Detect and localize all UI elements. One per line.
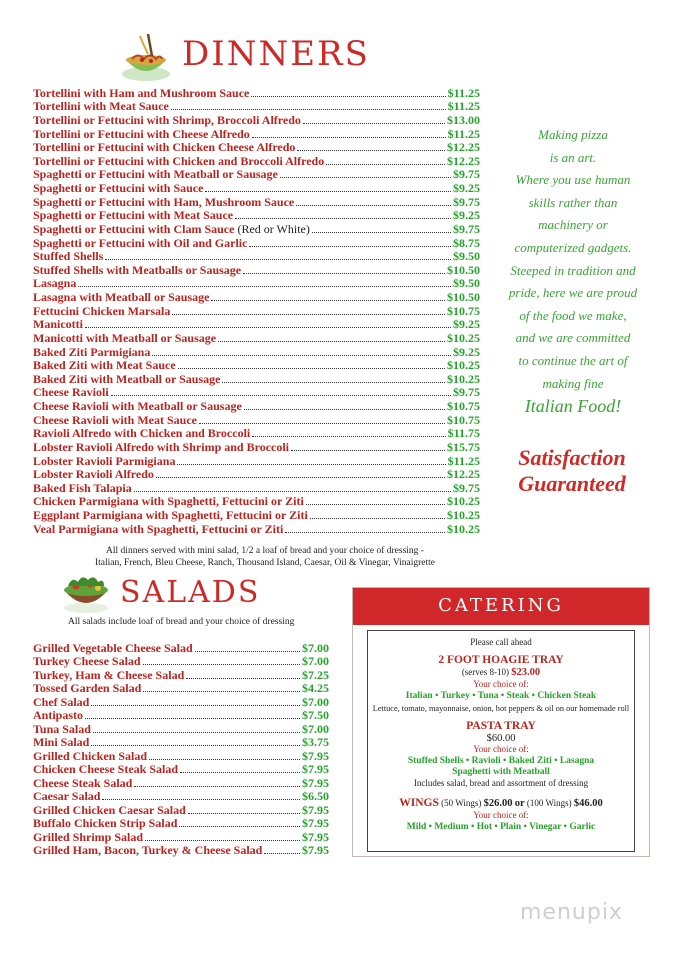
menu-item-price: $3.75 xyxy=(302,735,329,749)
menu-item xyxy=(33,222,480,236)
dot-leader xyxy=(303,123,445,124)
dot-leader xyxy=(312,232,451,233)
pizza-art-quote xyxy=(498,124,648,418)
menu-item-price: $15.75 xyxy=(447,439,480,454)
quote-line: making fine xyxy=(542,375,604,391)
menu-item-price: $7.00 xyxy=(302,654,329,668)
menu-item-name: Chicken Parmigiana with Spaghetti, Fettucini or Ziti xyxy=(33,494,304,509)
menu-item-price: $9.75 xyxy=(453,221,480,236)
menu-item-price: $12.25 xyxy=(447,467,480,482)
hoagie-tray-price-line: (serves 8-10) $23.00 xyxy=(461,667,541,678)
menu-item-price: $7.00 xyxy=(302,640,329,655)
menu-item xyxy=(33,790,329,804)
call-ahead-note: Please call ahead xyxy=(470,637,532,647)
menu-item xyxy=(33,722,329,736)
hoagie-tray-title: 2 FOOT HOAGIE TRAY xyxy=(438,654,564,666)
dot-leader xyxy=(102,799,300,800)
menu-item-name: Tossed Garden Salad xyxy=(33,681,142,695)
dot-leader xyxy=(264,853,300,854)
menu-item-name: Lasagna with Meatball or Sausage xyxy=(33,290,210,304)
menu-item-price: $7.95 xyxy=(302,762,329,776)
menu-item-name: Ravioli Alfredo with Chicken and Broccoli xyxy=(33,426,251,441)
menu-item-price: $9.25 xyxy=(453,208,480,223)
menu-item-name: Tortellini or Fettucini with Shrimp, Broccoli Alfredo xyxy=(33,112,301,127)
menu-item-price: $10.25 xyxy=(447,330,480,345)
quote-line: Steeped in tradition and xyxy=(510,262,636,278)
dinners-list xyxy=(33,86,480,536)
pasta-choice-label: Your choice of: xyxy=(473,744,529,754)
salad-bowl-icon xyxy=(58,568,114,616)
menu-item-name: Stuffed Shells with Meatballs or Sausage xyxy=(33,262,242,277)
menu-item-price: $9.25 xyxy=(453,181,480,195)
menu-item xyxy=(33,468,480,482)
italian-food-highlight: Italian Food! xyxy=(524,396,622,417)
dot-leader xyxy=(85,718,300,719)
dot-leader xyxy=(145,840,300,841)
menu-item-price: $7.50 xyxy=(302,708,329,722)
menu-item-name: Turkey Cheese Salad xyxy=(33,654,141,668)
menu-item-name: Baked Ziti with Meat Sauce xyxy=(33,358,176,373)
dot-leader xyxy=(205,191,451,192)
menu-item-name: Eggplant Parmigiana with Spaghetti, Fettucini or Ziti xyxy=(33,508,308,522)
menu-item-name: Baked Ziti Parmigiana xyxy=(33,344,151,359)
menu-item-name: Fettucini Chicken Marsala xyxy=(33,303,171,318)
menu-item xyxy=(33,641,329,655)
pasta-tray-title: PASTA TRAY xyxy=(466,720,536,732)
hoagie-options: Italian • Turkey • Tuna • Steak • Chicken Steak xyxy=(405,691,597,701)
menu-item-price: $10.25 xyxy=(447,371,480,386)
menu-item-price: $10.75 xyxy=(447,399,480,413)
menu-item-price: $12.25 xyxy=(447,140,480,155)
menu-item xyxy=(33,168,480,182)
quote-line: of the food we make, xyxy=(519,307,627,323)
menu-item xyxy=(33,682,329,696)
menu-item-price: $7.95 xyxy=(302,843,329,857)
menu-item-price: $6.50 xyxy=(302,789,329,803)
menu-item xyxy=(33,86,480,100)
menu-item-name: Veal Parmigiana with Spaghetti, Fettucini or Ziti xyxy=(33,521,284,536)
menu-item xyxy=(33,709,329,723)
menu-item-price: $4.25 xyxy=(302,681,329,695)
menu-item-price: $7.00 xyxy=(302,721,329,736)
menu-item xyxy=(33,181,480,195)
menu-item-price: $9.50 xyxy=(453,276,480,291)
menu-item xyxy=(33,776,329,790)
menu-item-price: $7.95 xyxy=(302,802,329,817)
catering-box xyxy=(352,587,650,857)
pasta-options: Stuffed Shells • Ravioli • Baked Ziti • Lasagna xyxy=(407,756,595,766)
menu-item-name: Spaghetti or Fettucini with Sauce xyxy=(33,181,204,195)
menu-item-price: $9.75 xyxy=(453,167,480,182)
dot-leader xyxy=(152,355,451,356)
menu-item-name: Cheese Ravioli with Meatball or Sausage xyxy=(33,399,242,413)
hoagie-choice-label: Your choice of: xyxy=(473,679,529,689)
menu-item-name: Spaghetti or Fettucini with Meatball or Sausage xyxy=(33,167,278,182)
dot-leader xyxy=(91,705,300,706)
dot-leader xyxy=(297,150,445,151)
menu-item xyxy=(33,655,329,669)
dot-leader xyxy=(93,732,300,733)
menu-item-price: $10.50 xyxy=(447,290,480,304)
satisfaction-guaranteed: Satisfaction Guaranteed xyxy=(518,445,626,496)
menu-item-price: $9.75 xyxy=(453,480,480,495)
dot-leader xyxy=(171,109,446,110)
pasta-options-extra: Spaghetti with Meatball xyxy=(452,767,550,777)
menu-item-name: Tuna Salad xyxy=(33,721,91,736)
menu-item-name: Spaghetti or Fettucini with Ham, Mushroom Sauce xyxy=(33,194,295,209)
menu-item xyxy=(33,113,480,127)
menu-item-note: (Red or White) xyxy=(237,221,310,236)
menu-item-name: Grilled Ham, Bacon, Turkey & Cheese Salad xyxy=(33,843,263,857)
menu-item-price: $8.75 xyxy=(453,235,480,250)
menu-item-name: Buffalo Chicken Strip Salad xyxy=(33,816,178,830)
menu-item-price: $9.25 xyxy=(453,344,480,359)
menu-item xyxy=(33,668,329,682)
menu-item xyxy=(33,495,480,509)
menu-item-name: Cheese Ravioli with Meat Sauce xyxy=(33,412,197,427)
menu-item-name: Tortellini or Fettucini with Chicken Cheese Alfredo xyxy=(33,140,296,155)
dot-leader xyxy=(156,477,445,478)
dot-leader xyxy=(186,678,300,679)
menu-item xyxy=(33,736,329,750)
menu-item xyxy=(33,481,480,495)
salads-heading: SALADS xyxy=(120,575,261,610)
menu-item-name: Cheese Ravioli xyxy=(33,385,109,400)
menu-item-price: $11.25 xyxy=(447,126,480,141)
menu-item xyxy=(33,345,480,359)
menu-item xyxy=(33,290,480,304)
catering-details xyxy=(367,630,635,852)
dinners-heading: DINNERS xyxy=(182,34,370,74)
menu-item xyxy=(33,209,480,223)
dot-leader xyxy=(180,772,300,773)
menu-item-name: Caesar Salad xyxy=(33,789,101,803)
menu-item-price: $9.50 xyxy=(453,249,480,264)
dot-leader xyxy=(306,504,445,505)
menu-item-name: Cheese Steak Salad xyxy=(33,775,133,790)
quote-line: pride, here we are proud xyxy=(508,285,638,301)
menu-item-name: Tortellini or Fettucini with Chicken and Broccoli Alfredo xyxy=(33,153,325,168)
menu-item xyxy=(33,522,480,536)
menu-item-name: Lobster Ravioli Alfredo with Shrimp and Broccoli xyxy=(33,439,290,454)
dot-leader xyxy=(291,450,445,451)
menu-item xyxy=(33,749,329,763)
menu-item xyxy=(33,304,480,318)
menu-item-price: $10.25 xyxy=(447,494,480,509)
menu-item xyxy=(33,154,480,168)
menu-item-name: Chicken Cheese Steak Salad xyxy=(33,762,179,776)
dinners-note: All dinners served with mini salad, 1/2 a loaf of bread and your choice of dressing - Italian, French, Bleu Cheese, Ranch, Thousand Island, Caesar, Oil & Vinegar, Vinaigrette xyxy=(94,546,435,568)
dot-leader xyxy=(285,532,445,533)
menu-item xyxy=(33,763,329,777)
dot-leader xyxy=(243,273,445,274)
menu-item xyxy=(33,127,480,141)
dot-leader xyxy=(178,368,445,369)
menu-item xyxy=(33,359,480,373)
quote-line: is an art. xyxy=(549,149,597,165)
menu-item-name: Grilled Chicken Salad xyxy=(33,748,148,763)
menu-item xyxy=(33,440,480,454)
menu-item xyxy=(33,141,480,155)
quote-line: to continue the art of xyxy=(518,352,628,368)
menu-item xyxy=(33,318,480,332)
pasta-includes: Includes salad, bread and assortment of dressing xyxy=(413,778,589,788)
dot-leader xyxy=(78,286,451,287)
menu-item-price: $10.25 xyxy=(447,358,480,373)
dot-leader xyxy=(222,382,445,383)
menu-item-name: Manicotti xyxy=(33,317,83,332)
dot-leader xyxy=(235,218,451,219)
menu-item-name: Tortellini or Fettucini with Cheese Alfredo xyxy=(33,126,250,141)
menu-item-name: Lasagna xyxy=(33,276,77,291)
menu-item-name: Grilled Chicken Caesar Salad xyxy=(33,802,186,817)
menu-item-name: Grilled Vegetable Cheese Salad xyxy=(33,640,193,655)
wings-choice-label: Your choice of: xyxy=(473,810,529,820)
menu-item xyxy=(33,263,480,277)
dot-leader xyxy=(244,409,445,410)
dot-leader xyxy=(143,691,300,692)
dot-leader xyxy=(91,745,300,746)
menu-item-price: $10.75 xyxy=(447,303,480,318)
wings-options: Mild • Medium • Hot • Plain • Vinegar • Garlic xyxy=(406,822,596,832)
menu-item xyxy=(33,277,480,291)
menu-item-name: Manicotti with Meatball or Sausage xyxy=(33,330,217,345)
menu-item-name: Spaghetti or Fettucini with Clam Sauce xyxy=(33,221,235,236)
dot-leader xyxy=(149,759,300,760)
dot-leader xyxy=(134,786,300,787)
menu-item xyxy=(33,803,329,817)
dot-leader xyxy=(105,259,451,260)
menu-item-price: $13.00 xyxy=(447,112,480,127)
menu-item xyxy=(33,844,329,858)
quote-line: and we are committed xyxy=(515,330,631,346)
menu-item xyxy=(33,454,480,468)
menu-item xyxy=(33,331,480,345)
menu-item-name: Mini Salad xyxy=(33,735,90,749)
menu-item xyxy=(33,250,480,264)
wings-title: WINGS xyxy=(399,797,439,809)
quote-line: skills rather than xyxy=(528,194,618,210)
catering-title: CATERING xyxy=(438,595,564,616)
menu-item-name: Baked Fish Talapia xyxy=(33,480,132,495)
menu-item-name: Baked Ziti with Meatball or Sausage xyxy=(33,371,221,386)
menu-item-price: $7.00 xyxy=(302,694,329,709)
dot-leader xyxy=(179,826,300,827)
menu-item xyxy=(33,195,480,209)
dot-leader xyxy=(211,300,445,301)
salads-list xyxy=(33,641,329,857)
menu-item-name: Chef Salad xyxy=(33,694,90,709)
menu-item-price: $10.75 xyxy=(447,412,480,427)
quote-line: Where you use human xyxy=(515,172,631,188)
menu-item-name: Turkey, Ham & Cheese Salad xyxy=(33,667,185,682)
dot-leader xyxy=(85,327,451,328)
menu-item-name: Stuffed Shells xyxy=(33,249,104,264)
menu-item xyxy=(33,386,480,400)
menu-item-name: Antipasto xyxy=(33,708,84,722)
menu-item-price: $7.25 xyxy=(302,667,329,682)
menu-item-name: Lobster Ravioli Alfredo xyxy=(33,467,154,482)
menu-item-price: $10.25 xyxy=(447,508,480,522)
salads-note: All salads include loaf of bread and your choice of dressing xyxy=(68,617,295,627)
dot-leader xyxy=(252,436,445,437)
menu-item xyxy=(33,399,480,413)
menu-item-price: $11.25 xyxy=(447,453,480,468)
hoagie-toppings: Lettuce, tomato, mayonnaise, onion, hot peppers & oil on our homemade roll xyxy=(372,704,630,713)
menu-item-price: $12.25 xyxy=(447,153,480,168)
menu-item-name: Spaghetti or Fettucini with Meat Sauce xyxy=(33,208,234,223)
dot-leader xyxy=(218,341,445,342)
dot-leader xyxy=(252,137,446,138)
menu-item xyxy=(33,695,329,709)
menu-item xyxy=(33,830,329,844)
menu-item xyxy=(33,427,480,441)
dot-leader xyxy=(296,205,451,206)
menu-item xyxy=(33,817,329,831)
quote-line: machinery or xyxy=(538,217,608,233)
quote-line: Making pizza xyxy=(538,127,608,142)
menu-item-price: $7.95 xyxy=(302,816,329,830)
menu-item-price: $7.95 xyxy=(302,829,329,844)
menu-item xyxy=(33,372,480,386)
menupix-watermark: menupix xyxy=(520,900,623,925)
menu-item xyxy=(33,508,480,522)
hoagie-tray-price: $23.00 xyxy=(511,667,541,678)
menu-item-price: $9.25 xyxy=(453,317,480,332)
catering-header-bar xyxy=(353,588,649,625)
dot-leader xyxy=(280,177,451,178)
menu-item-name: Tortellini with Ham and Mushroom Sauce xyxy=(33,85,250,100)
menu-item-name: Lobster Ravioli Parmigiana xyxy=(33,453,176,468)
menu-item-name: Tortellini with Meat Sauce xyxy=(33,99,169,114)
dot-leader xyxy=(111,395,451,396)
menu-item-name: Spaghetti or Fettucini with Oil and Garlic xyxy=(33,235,248,250)
dot-leader xyxy=(172,314,445,315)
menu-item xyxy=(33,100,480,114)
menu-item-price: $11.25 xyxy=(447,99,480,114)
dot-leader xyxy=(326,164,445,165)
menu-item-price: $11.25 xyxy=(447,85,480,100)
menu-item-name: Grilled Shrimp Salad xyxy=(33,829,144,844)
pasta-bowl-icon xyxy=(118,30,174,84)
menu-item-price: $9.75 xyxy=(453,194,480,209)
menu-item-price: $10.50 xyxy=(447,262,480,277)
dot-leader xyxy=(188,813,300,814)
dot-leader xyxy=(177,464,445,465)
dot-leader xyxy=(251,96,445,97)
dot-leader xyxy=(310,518,445,519)
dot-leader xyxy=(199,423,445,424)
menu-item xyxy=(33,413,480,427)
quote-line: computerized gadgets. xyxy=(514,239,632,255)
wings-line: WINGS (50 Wings) $26.00 or (100 Wings) $46.00 xyxy=(399,797,603,809)
menu-item-price: $10.25 xyxy=(447,521,480,536)
dot-leader xyxy=(195,651,300,652)
pasta-tray-price: $60.00 xyxy=(486,733,516,744)
menu-item-price: $7.95 xyxy=(302,748,329,763)
dot-leader xyxy=(134,491,451,492)
menu-item-price: $7.95 xyxy=(302,775,329,790)
dot-leader xyxy=(143,664,300,665)
dot-leader xyxy=(249,246,451,247)
menu-item xyxy=(33,236,480,250)
menu-item-price: $11.75 xyxy=(447,426,480,441)
menu-item-price: $9.75 xyxy=(453,385,480,400)
